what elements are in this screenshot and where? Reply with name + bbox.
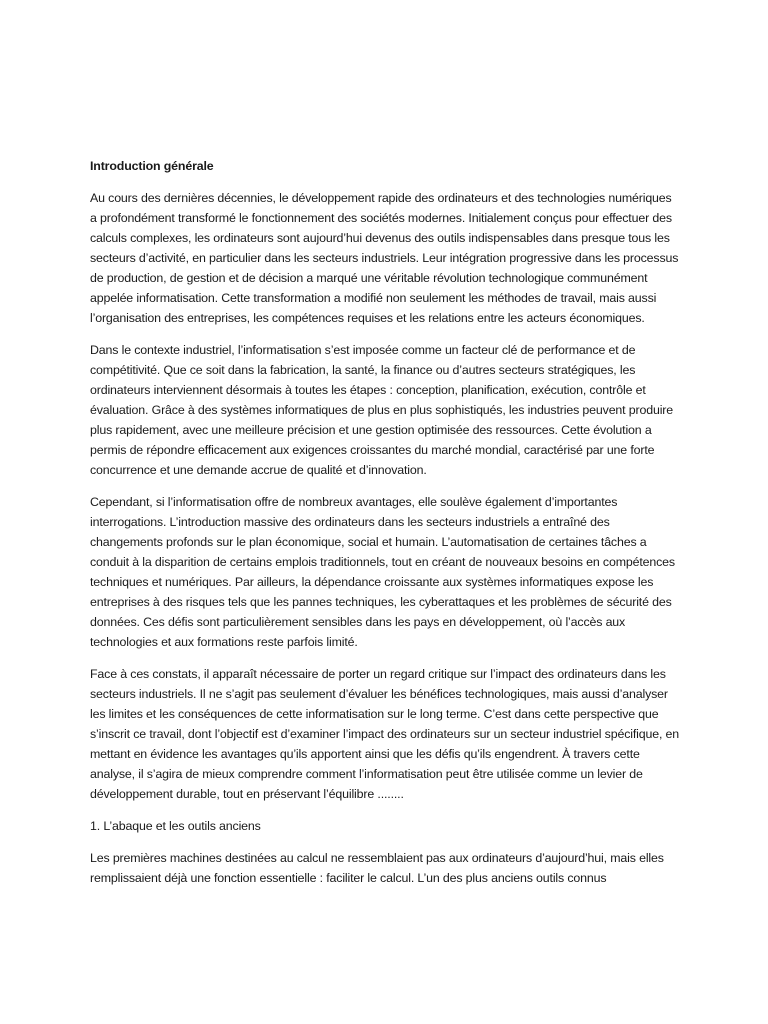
document-body — [90, 156, 680, 900]
section-paragraph: Les premières machines destinées au calcul ne ressemblaient pas aux ordinateurs d’aujourd’hui, mais elles remplissaient déjà une fonction essentielle : faciliter le calcul. L’un des plus anciens outils connus — [90, 851, 664, 885]
paragraph-2: Dans le contexte industriel, l’informatisation s’est imposée comme un facteur clé de performance et de compétitivité. Que ce soit dans la fabrication, la santé, la finance ou d’autres secteurs stratégiques, les ordinateurs interviennent désormais à toutes les étapes : conception, planification, exécution, contrôle et évaluation. Grâce à des systèmes informatiques de plus en plus sophistiqués, les industries peuvent produire plus rapidement, avec une meilleure précision et une gestion optimisée des ressources. Cette évolution a permis de répondre efficacement aux exigences croissantes du marché mondial, caractérisé par une forte concurrence et une demande accrue de qualité et d’innovation. — [90, 343, 674, 477]
paragraph-3: Cependant, si l’informatisation offre de nombreux avantages, elle soulève également d’importantes interrogations. L’introduction massive des ordinateurs dans les secteurs industriels a entraîné des changements profonds sur le plan économique, social et humain. L’automatisation de certaines tâches a conduit à la disparition de certains emplois traditionnels, tout en créant de nouveaux besoins en compétences techniques et numériques. Par ailleurs, la dépendance croissante aux systèmes informatiques expose les entreprises à des risques tels que les pannes techniques, les cyberattaques et les problèmes de sécurité des données. Ces défis sont particulièrement sensibles dans les pays en développement, où l’accès aux technologies et aux formations reste parfois limité. — [90, 495, 675, 649]
paragraph-4: Face à ces constats, il apparaît nécessaire de porter un regard critique sur l’impact des ordinateurs dans les secteurs industriels. Il ne s’agit pas seulement d’évaluer les bénéfices technologiques, mais aussi d’analyser les limites et les conséquences de cette informatisation sur le long terme. C’est dans cette perspective que s’inscrit ce travail, dont l’objectif est d’examiner l’impact des ordinateurs sur un secteur industriel spécifique, en mettant en évidence les avantages qu’ils apportent ainsi que les défis qu’ils engendrent. À travers cette analyse, il s’agira de mieux comprendre comment l’informatisation peut être utilisée comme un levier de développement durable, tout en préservant l’équilibre ........ — [90, 667, 680, 801]
page-title: Introduction générale — [90, 159, 214, 173]
paragraph-1: Au cours des dernières décennies, le développement rapide des ordinateurs et des technologies numériques a profondément transformé le fonctionnement des sociétés modernes. Initialement conçus pour effectuer des calculs complexes, les ordinateurs sont aujourd’hui devenus des outils indispensables dans presque tous les secteurs d’activité, en particulier dans les secteurs industriels. Leur intégration progressive dans les processus de production, de gestion et de décision a marqué une véritable révolution technologique communément appelée informatisation. Cette transformation a modifié non seulement les méthodes de travail, mais aussi l’organisation des entreprises, les compétences requises et les relations entre les acteurs économiques. — [90, 191, 679, 325]
section-title: 1. L’abaque et les outils anciens — [90, 819, 261, 833]
